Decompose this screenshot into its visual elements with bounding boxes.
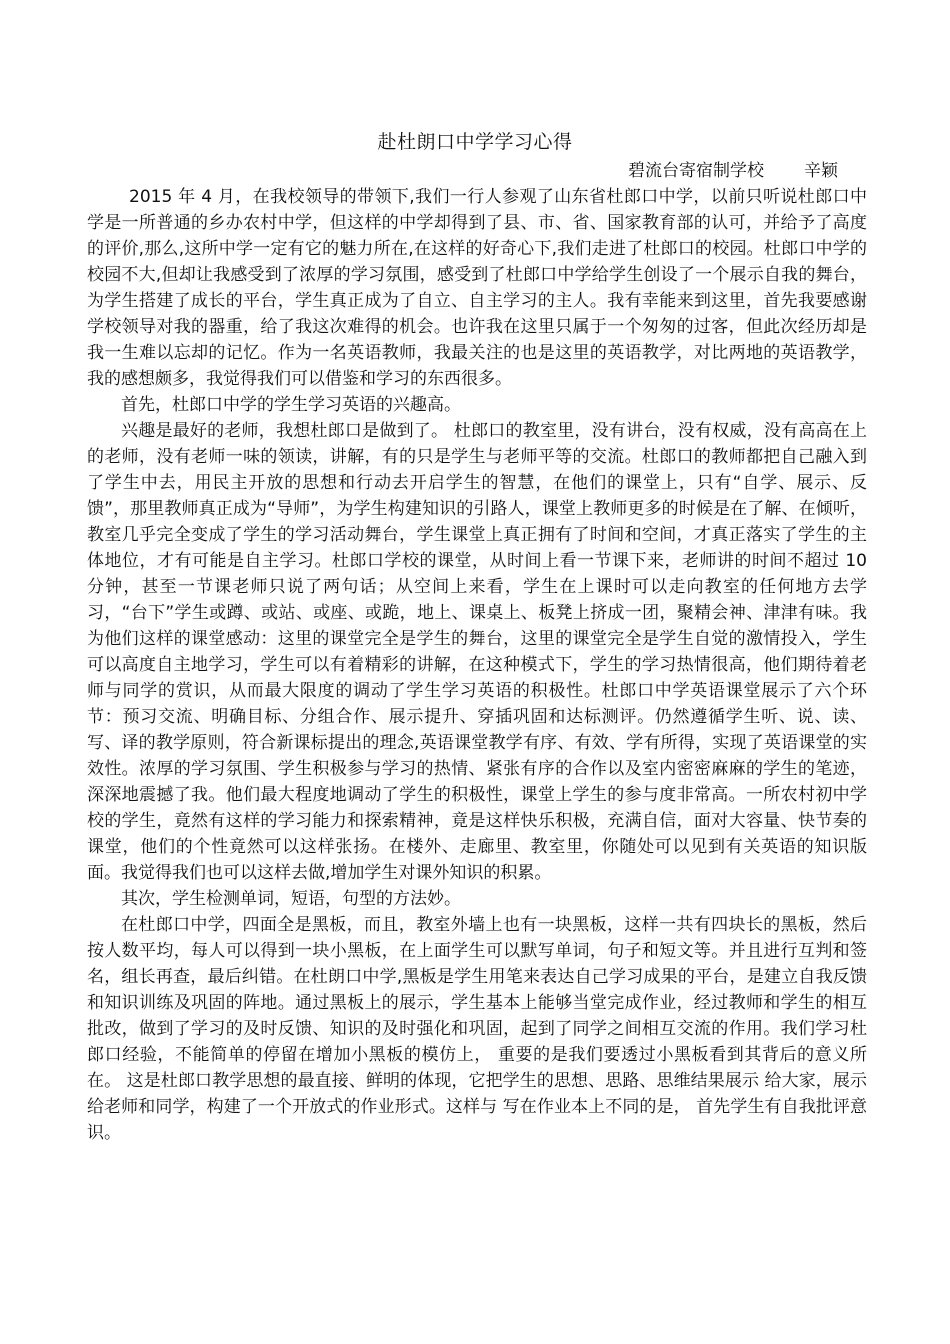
paragraph-heading-first: 首先，杜郎口中学的学生学习英语的兴趣高。 [121, 395, 461, 415]
author-name: 辛颖 [804, 161, 838, 181]
author-line [628, 158, 838, 184]
document-title: 赴杜朗口中学学习心得 [377, 131, 573, 153]
paragraph-intro: 2015 年 4 月，在我校领导的带领下,我们一行人参观了山东省杜郎口中学，以前只听说杜郎口中学是一所普通的乡办农村中学，但这样的中学却得到了县、市、省、国家教育部的认可，并给予了高度的评价,那么,这所中学一定有它的魅力所在,在这样的好奇心下,我们走进了杜郎口的校园。杜郎口中学的校园不大,但却让我感受到了浓厚的学习氛围，感受到了杜郎口中学给学生创设了一个展示自我的舞台，为学生搭建了成长的平台，学生真正成为了自立、自主学习的主人。我有幸能来到这里，首先我要感谢学校领导对我的器重，给了我这次难得的机会。也许我在这里只属于一个匆匆的过客，但此次经历却是我一生难以忘却的记忆。作为一名英语教师，我最关注的也是这里的英语教学，对比两地的英语教学，我的感想颇多，我觉得我们可以借鉴和学习的东西很多。 [87, 187, 867, 389]
paragraph-interest: 兴趣是最好的老师，我想杜郎口是做到了。 杜郎口的教室里，没有讲台，没有权威，没有高高在上的老师，没有老师一味的领读，讲解，有的只是学生与老师平等的交流。杜郎口的教师都把自己融入到了学生中去，用民主开放的思想和行动去开启学生的智慧，在他们的课堂上，只有“自学、展示、反馈”，那里教师真正成为“导师”，为学生构建知识的引路人，课堂上教师更多的时候是在了解、在倾听，教室几乎完全变成了学生的学习活动舞台，学生课堂上真正拥有了时间和空间，才真正落实了学生的主体地位，才有可能是自主学习。杜郎口学校的课堂，从时间上看一节课下来，老师讲的时间不超过 10 分钟，甚至一节课老师只说了两句话；从空间上来看，学生在上课时可以走向教室的任何地方去学习，“台下”学生或蹲、或站、或座、或跪，地上、课桌上、板凳上挤成一团，聚精会神、津津有味。我为他们这样的课堂感动：这里的课堂完全是学生的舞台，这里的课堂完全是学生自觉的激情投入，学生可以高度自主地学习，学生可以有着精彩的讲解，在这种模式下，学生的学习热情很高，他们期待着老师与同学的赏识，从而最大限度的调动了学生学习英语的积极性。杜郎口中学英语课堂展示了六个环节：预习交流、明确目标、分组合作、展示提升、穿插巩固和达标测评。仍然遵循学生听、说、读、写、译的教学原则，符合新课标提出的理念,英语课堂教学有序、有效、学有所得，实现了英语课堂的实效性。浓厚的学习氛围、学生积极参与学习的热情、紧张有序的合作以及室内密密麻麻的学生的笔迹，深深地震撼了我。他们最大程度地调动了学生的积极性，课堂上学生的参与度非常高。一所农村初中学校的学生，竟然有这样的学习能力和探索精神，竟是这样快乐积极，充满自信，面对大容量、快节奏的课堂，他们的个性竟然可以这样张扬。在楼外、走廊里、教室里，你随处可以见到有关英语的知识版面。我觉得我们也可以这样去做,增加学生对课外知识的积累。 [87, 421, 867, 883]
paragraph-blackboard: 在杜郎口中学，四面全是黑板，而且，教室外墙上也有一块黑板，这样一共有四块长的黑板，然后按人数平均，每人可以得到一块小黑板，在上面学生可以默写单词，句子和短文等。并且进行互判和签名，组长再查，最后纠错。在杜朗口中学,黑板是学生用笔来表达自己学习成果的平台，是建立自我反馈和知识训练及巩固的阵地。通过黑板上的展示，学生基本上能够当堂完成作业，经过教师和学生的相互批改，做到了学习的及时反馈、知识的及时强化和巩固，起到了同学之间相互交流的作用。我们学习杜郎口经验，不能简单的停留在增加小黑板的模仿上， 重要的是我们要透过小黑板看到其背后的意义所在。 这是杜郎口教学思想的最直接、鲜明的体现，它把学生的思想、思路、思维结果展示 给大家，展示给老师和同学，构建了一个开放式的作业形式。这样与 写在作业本上不同的是， 首先学生有自我批评意识。 [87, 915, 867, 1143]
paragraph-heading-second: 其次，学生检测单词，短语，句型的方法妙。 [121, 889, 461, 909]
document-body [87, 184, 867, 1146]
author-school: 碧流台寄宿制学校 [628, 161, 764, 181]
